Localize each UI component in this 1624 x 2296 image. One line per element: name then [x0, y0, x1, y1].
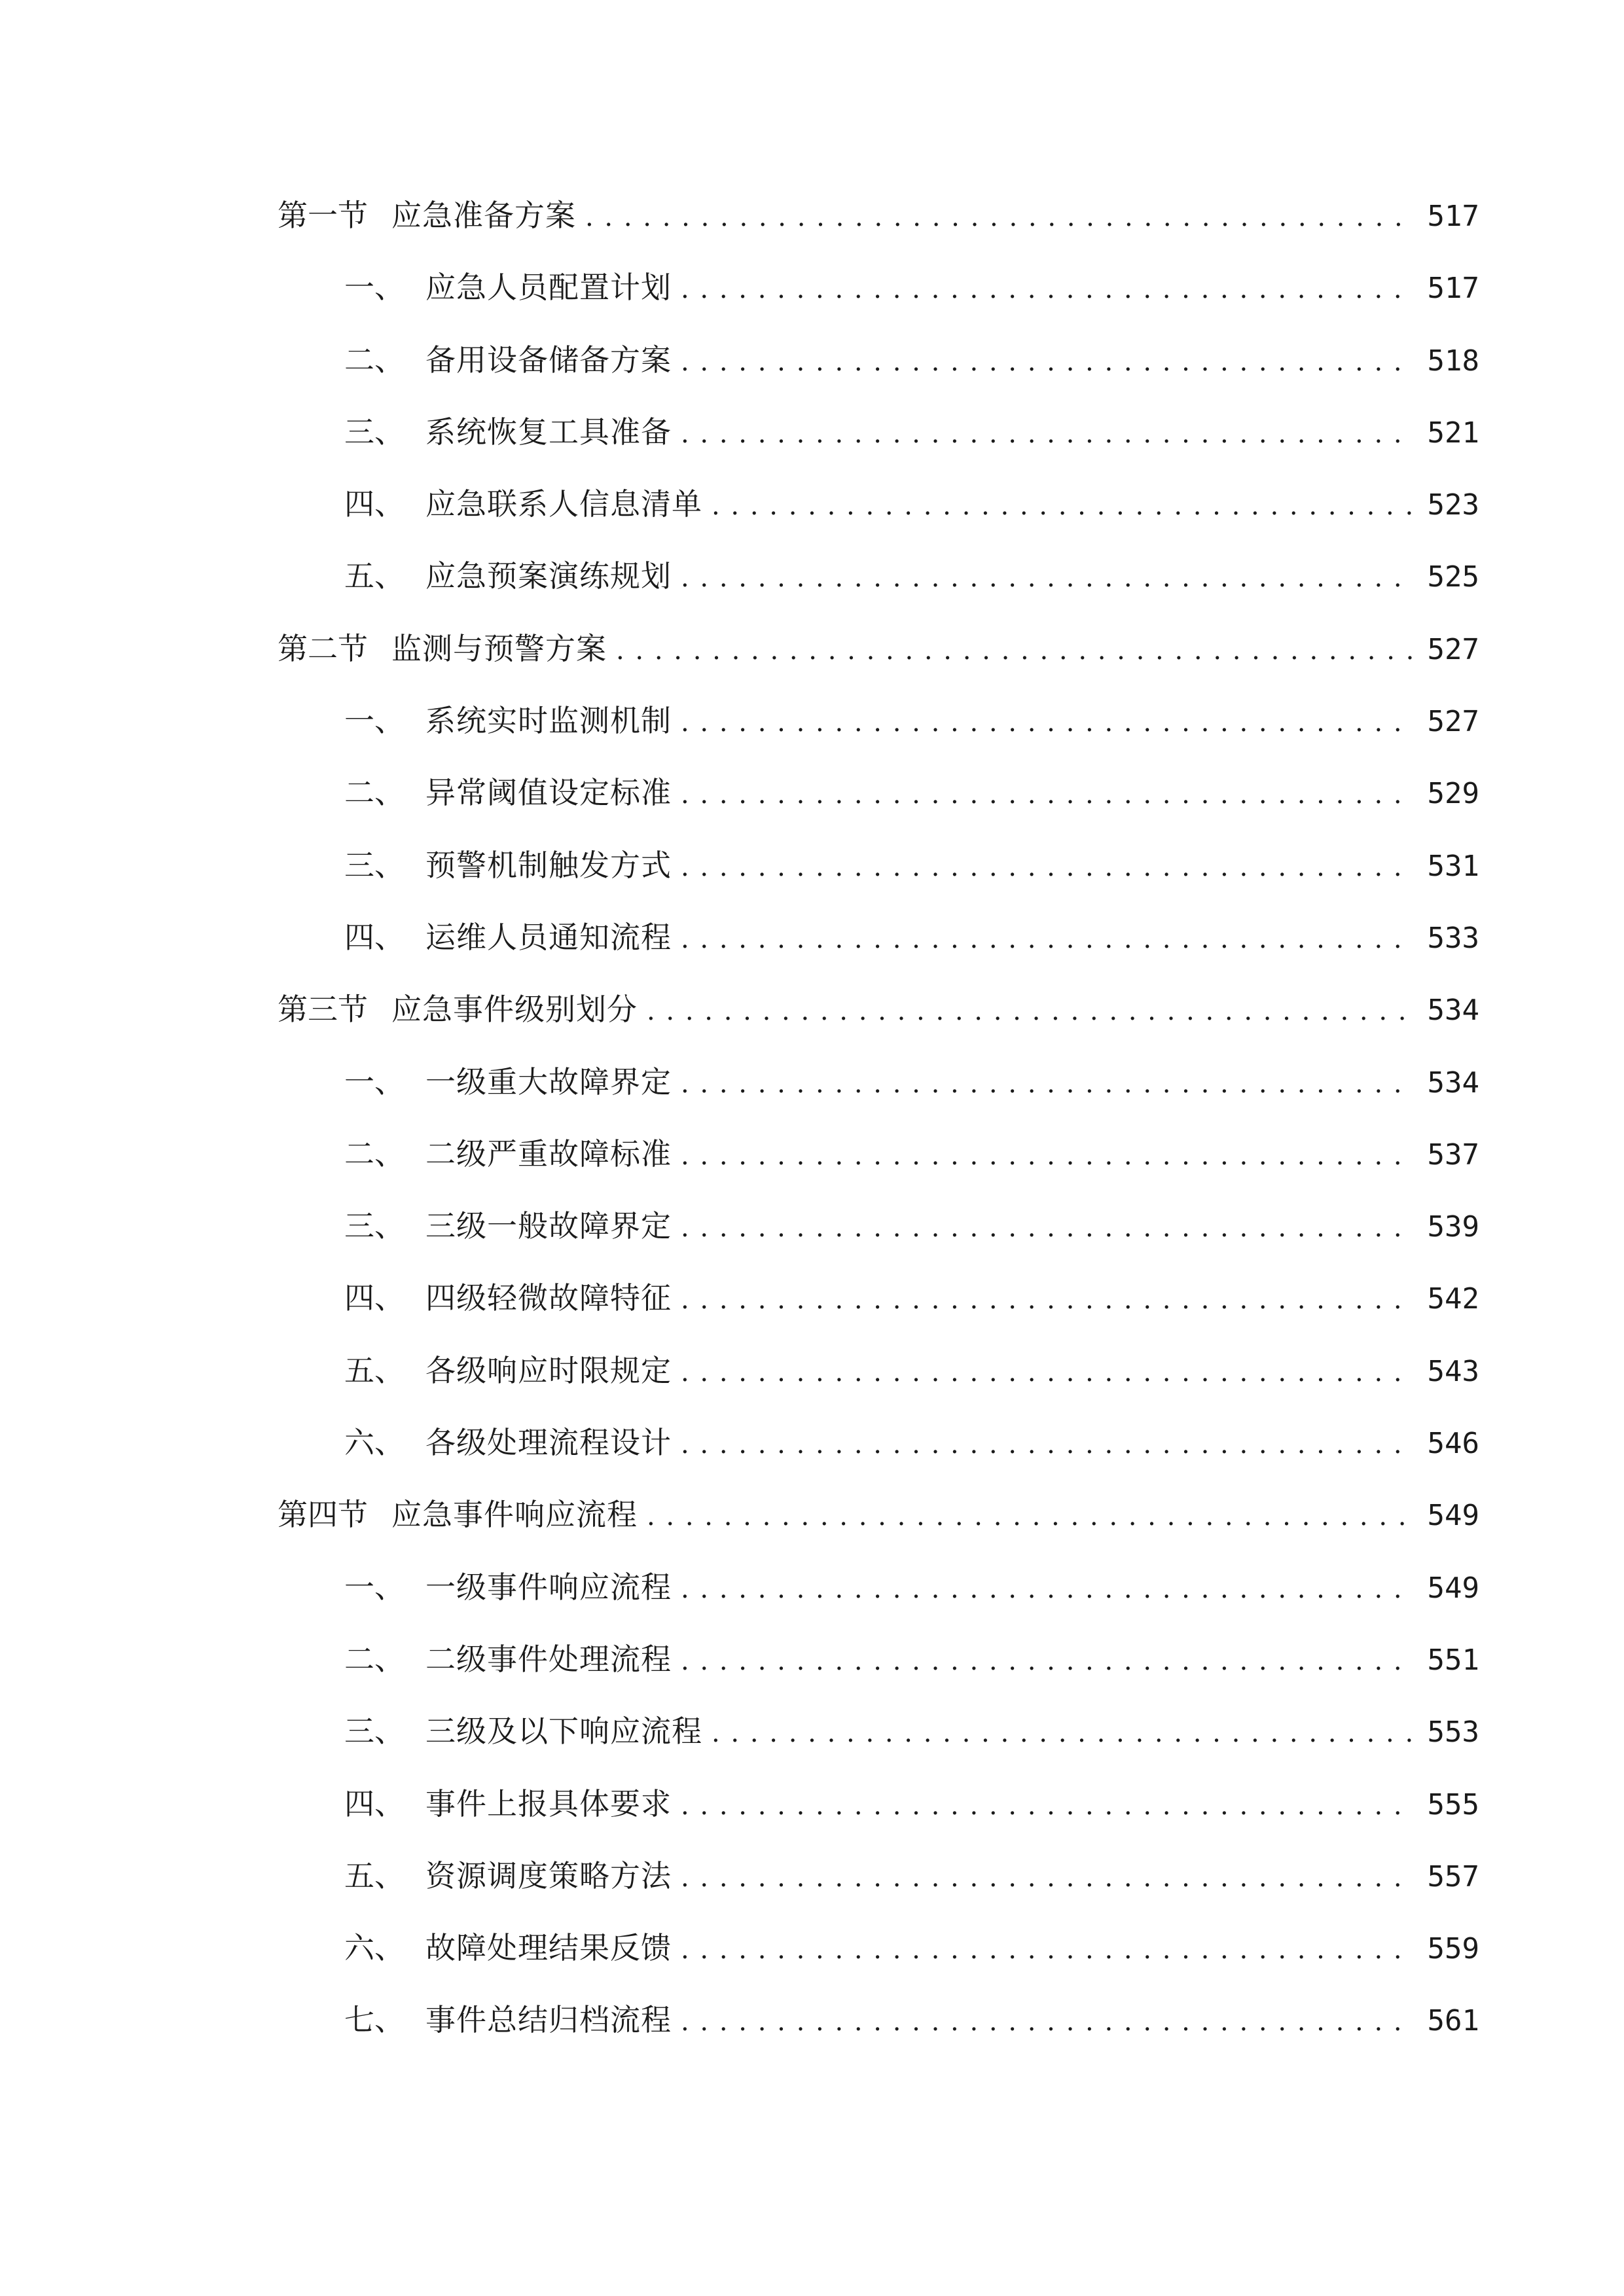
toc-dot-leader — [681, 1351, 1413, 1394]
toc-page-number: 527 — [1427, 632, 1479, 666]
toc-entry-title: 事件上报具体要求 — [425, 1785, 672, 1821]
toc-entry-number: 四、 — [344, 486, 405, 522]
toc-entry-number: 第三节 — [278, 992, 368, 1028]
toc-dot-leader — [681, 918, 1413, 961]
toc-subsection-entry[interactable] — [278, 1349, 1479, 1421]
toc-subsection-entry[interactable] — [278, 844, 1479, 916]
toc-subsection-entry[interactable] — [278, 1566, 1479, 1638]
toc-subsection-entry[interactable] — [278, 771, 1479, 843]
toc-subsection-entry[interactable] — [278, 410, 1479, 482]
toc-page-number: 549 — [1427, 1499, 1479, 1533]
toc-page-number: 555 — [1427, 1787, 1479, 1821]
toc-entry-number: 第四节 — [278, 1497, 368, 1533]
toc-page-number: 529 — [1427, 777, 1479, 811]
toc-entry-title: 异常阈值设定标准 — [425, 775, 672, 811]
toc-entry-number: 五、 — [344, 1857, 405, 1893]
toc-entry-title: 一级事件响应流程 — [425, 1569, 672, 1605]
toc-subsection-entry[interactable] — [278, 1854, 1479, 1926]
toc-page-number: 542 — [1427, 1282, 1479, 1316]
toc-entry-number: 一、 — [344, 703, 405, 739]
toc-entry-title: 三级一般故障界定 — [425, 1208, 672, 1244]
toc-dot-leader — [647, 1495, 1413, 1538]
table-of-contents — [278, 194, 1479, 2071]
toc-dot-leader — [681, 340, 1413, 384]
toc-entry-number: 三、 — [344, 1713, 405, 1749]
toc-entry-title: 三级及以下响应流程 — [425, 1713, 702, 1749]
toc-entry-title: 应急事件响应流程 — [391, 1497, 638, 1533]
toc-section-entry[interactable] — [278, 194, 1479, 266]
toc-dot-leader — [681, 1640, 1413, 1683]
toc-dot-leader — [681, 268, 1413, 311]
toc-page-number: 546 — [1427, 1427, 1479, 1461]
toc-entry-number: 五、 — [344, 1352, 405, 1388]
toc-entry-number: 四、 — [344, 1785, 405, 1821]
toc-entry-title: 各级响应时限规定 — [425, 1352, 672, 1388]
toc-entry-title: 应急事件级别划分 — [391, 992, 638, 1028]
toc-page-number: 551 — [1427, 1643, 1479, 1677]
toc-subsection-entry[interactable] — [278, 554, 1479, 626]
toc-entry-title: 应急联系人信息清单 — [425, 486, 702, 522]
toc-entry-title: 一级重大故障界定 — [425, 1064, 672, 1100]
toc-entry-title: 故障处理结果反馈 — [425, 1930, 672, 1966]
toc-page-number: 537 — [1427, 1138, 1479, 1172]
toc-dot-leader — [616, 629, 1413, 672]
toc-subsection-entry[interactable] — [278, 1926, 1479, 1998]
toc-entry-number: 第二节 — [278, 630, 368, 666]
toc-entry-number: 六、 — [344, 1930, 405, 1966]
toc-entry-title: 预警机制触发方式 — [425, 847, 672, 883]
toc-entry-title: 各级处理流程设计 — [425, 1425, 672, 1461]
toc-section-entry[interactable] — [278, 988, 1479, 1060]
toc-subsection-entry[interactable] — [278, 1782, 1479, 1854]
toc-subsection-entry[interactable] — [278, 1276, 1479, 1348]
toc-page-number: 543 — [1427, 1354, 1479, 1388]
toc-subsection-entry[interactable] — [278, 699, 1479, 771]
toc-entry-number: 四、 — [344, 919, 405, 955]
toc-subsection-entry[interactable] — [278, 338, 1479, 410]
toc-dot-leader — [681, 1278, 1413, 1321]
toc-subsection-entry[interactable] — [278, 266, 1479, 338]
toc-dot-leader — [712, 484, 1413, 528]
toc-entry-number: 三、 — [344, 414, 405, 450]
toc-page-number: 534 — [1427, 1066, 1479, 1100]
toc-dot-leader — [647, 990, 1413, 1033]
toc-page-number: 527 — [1427, 705, 1479, 739]
toc-subsection-entry[interactable] — [278, 1204, 1479, 1276]
toc-dot-leader — [585, 196, 1413, 239]
toc-page-number: 533 — [1427, 921, 1479, 955]
toc-subsection-entry[interactable] — [278, 482, 1479, 554]
toc-subsection-entry[interactable] — [278, 1998, 1479, 2070]
toc-subsection-entry[interactable] — [278, 1421, 1479, 1493]
toc-dot-leader — [681, 2000, 1413, 2043]
toc-entry-number: 一、 — [344, 1064, 405, 1100]
toc-dot-leader — [681, 1134, 1413, 1177]
toc-subsection-entry[interactable] — [278, 916, 1479, 988]
toc-subsection-entry[interactable] — [278, 1132, 1479, 1204]
toc-entry-title: 资源调度策略方法 — [425, 1857, 672, 1893]
toc-entry-title: 事件总结归档流程 — [425, 2002, 672, 2038]
toc-entry-title: 二级事件处理流程 — [425, 1641, 672, 1677]
toc-entry-number: 七、 — [344, 2002, 405, 2038]
toc-entry-number: 四、 — [344, 1280, 405, 1316]
toc-entry-title: 应急预案演练规划 — [425, 558, 672, 594]
toc-entry-title: 二级严重故障标准 — [425, 1136, 672, 1172]
toc-page-number: 549 — [1427, 1571, 1479, 1605]
toc-entry-number: 三、 — [344, 847, 405, 883]
toc-subsection-entry[interactable] — [278, 1060, 1479, 1132]
toc-dot-leader — [681, 846, 1413, 889]
toc-page-number: 561 — [1427, 2004, 1479, 2038]
toc-entry-number: 二、 — [344, 1641, 405, 1677]
toc-entry-title: 四级轻微故障特征 — [425, 1280, 672, 1316]
toc-dot-leader — [681, 773, 1413, 816]
toc-page-number: 539 — [1427, 1210, 1479, 1244]
toc-page-number: 553 — [1427, 1715, 1479, 1749]
toc-entry-title: 应急准备方案 — [391, 198, 576, 233]
toc-section-entry[interactable] — [278, 627, 1479, 699]
toc-entry-number: 二、 — [344, 1136, 405, 1172]
toc-page-number: 517 — [1427, 200, 1479, 233]
toc-dot-leader — [681, 1784, 1413, 1827]
toc-dot-leader — [681, 1062, 1413, 1105]
toc-page-number: 517 — [1427, 272, 1479, 306]
toc-entry-number: 二、 — [344, 342, 405, 378]
toc-dot-leader — [712, 1712, 1413, 1755]
toc-entry-number: 第一节 — [278, 198, 368, 233]
toc-dot-leader — [681, 1928, 1413, 1971]
toc-page-number: 534 — [1427, 994, 1479, 1028]
toc-entry-number: 二、 — [344, 775, 405, 811]
toc-page-number: 518 — [1427, 344, 1479, 378]
toc-subsection-entry[interactable] — [278, 1638, 1479, 1710]
toc-dot-leader — [681, 412, 1413, 456]
toc-entry-title: 系统实时监测机制 — [425, 703, 672, 739]
toc-entry-title: 系统恢复工具准备 — [425, 414, 672, 450]
toc-entry-number: 六、 — [344, 1425, 405, 1461]
toc-entry-number: 一、 — [344, 270, 405, 306]
toc-entry-number: 五、 — [344, 558, 405, 594]
toc-entry-title: 监测与预警方案 — [391, 630, 607, 666]
toc-page-number: 521 — [1427, 416, 1479, 450]
toc-dot-leader — [681, 701, 1413, 744]
toc-page-number: 525 — [1427, 560, 1479, 594]
toc-entry-title: 运维人员通知流程 — [425, 919, 672, 955]
toc-page-number: 559 — [1427, 1932, 1479, 1966]
toc-dot-leader — [681, 1206, 1413, 1249]
toc-page-number: 531 — [1427, 849, 1479, 883]
toc-section-entry[interactable] — [278, 1493, 1479, 1565]
toc-dot-leader — [681, 556, 1413, 600]
toc-dot-leader — [681, 1856, 1413, 1899]
toc-entry-number: 三、 — [344, 1208, 405, 1244]
toc-page-number: 523 — [1427, 488, 1479, 522]
toc-entry-title: 应急人员配置计划 — [425, 270, 672, 306]
toc-page-number: 557 — [1427, 1859, 1479, 1893]
toc-subsection-entry[interactable] — [278, 1710, 1479, 1782]
toc-entry-title: 备用设备储备方案 — [425, 342, 672, 378]
toc-dot-leader — [681, 1568, 1413, 1611]
toc-entry-number: 一、 — [344, 1569, 405, 1605]
toc-dot-leader — [681, 1423, 1413, 1466]
